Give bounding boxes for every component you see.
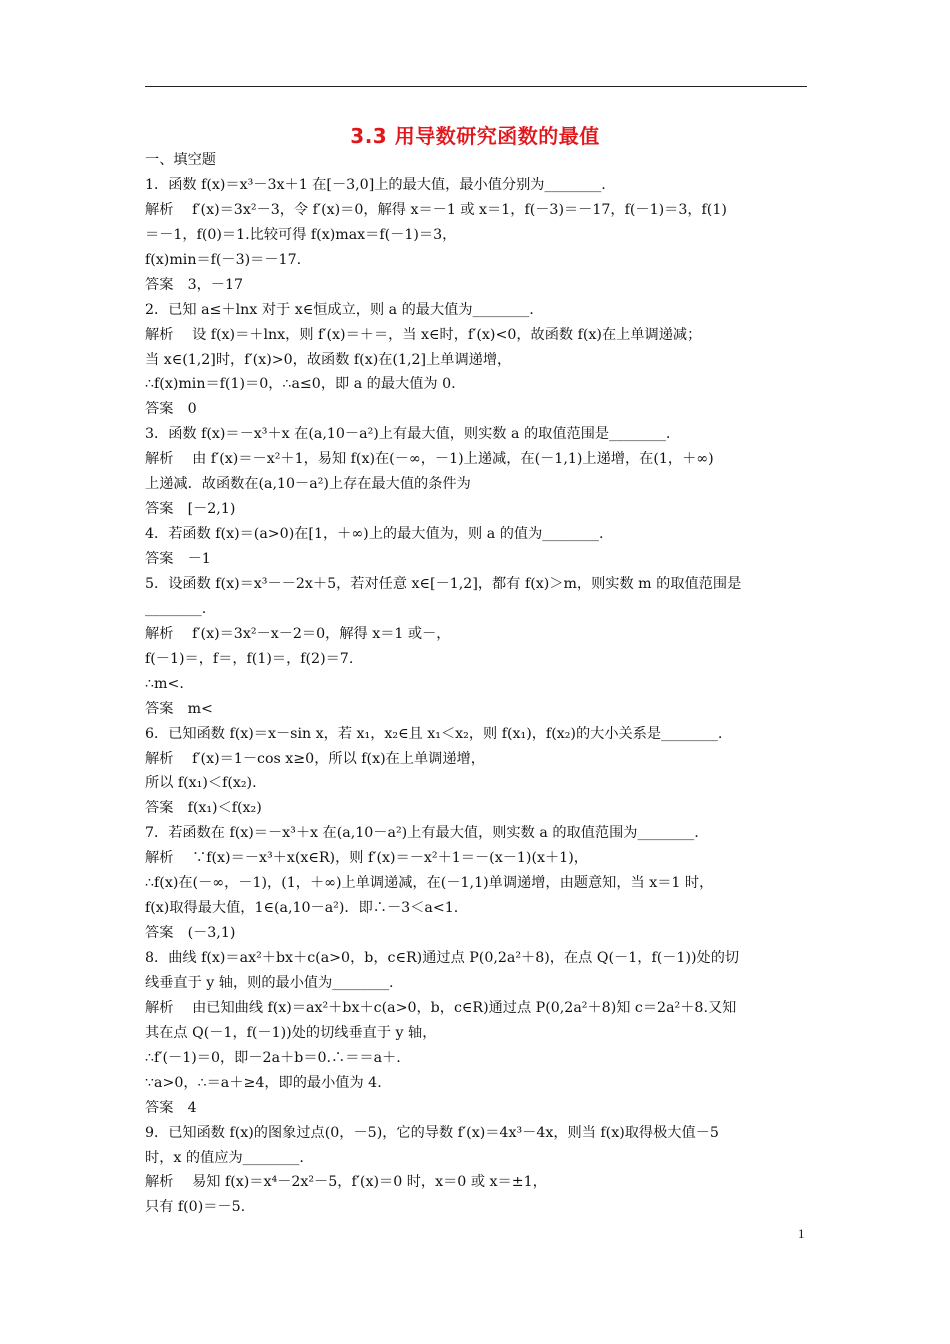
- text-line: 答案 (－3,1): [145, 925, 236, 942]
- text-line: 7．若函数在 f(x)＝－x³＋x 在(a,10－a²)上有最大值，则实数 a 的取值范围为________.: [145, 825, 699, 842]
- text-line: f(x)min＝f(－3)＝－17.: [145, 251, 302, 268]
- text-line: 答案 m<: [145, 700, 213, 717]
- text-line: 2．已知 a≤＋lnx 对于 x∈恒成立，则 a 的最大值为________.: [145, 301, 534, 318]
- text-line: ∴m<.: [145, 675, 184, 692]
- text-line: 答案 f(x₁)＜f(x₂): [145, 800, 262, 817]
- text-line: 解析 易知 f(x)＝x⁴－2x²－5，f′(x)＝0 时，x＝0 或 x＝±1，: [145, 1174, 547, 1191]
- text-line: ∴f′(－1)＝0，即－2a＋b＝0.∴＝＝a＋.: [145, 1049, 401, 1066]
- header-rule: [145, 86, 807, 87]
- text-line: 一、填空题: [145, 152, 216, 168]
- page-title: 3.3 用导数研究函数的最值: [350, 124, 600, 148]
- text-line: f(x)取得最大值，1∈(a,10－a²)．即∴－3＜a<1.: [145, 900, 459, 917]
- text-line: 3．函数 f(x)＝－x³＋x 在(a,10－a²)上有最大值，则实数 a 的取值范围是________.: [145, 426, 671, 443]
- page-number: 1: [798, 1226, 805, 1241]
- text-line: 9．已知函数 f(x)的图象过点(0，－5)，它的导数 f′(x)＝4x³－4x，则当 f(x)取得极大值－5: [145, 1124, 719, 1141]
- text-line: 6．已知函数 f(x)＝x－sin x，若 x₁，x₂∈且 x₁＜x₂，则 f(x₁)，f(x₂)的大小关系是________.: [145, 725, 723, 742]
- text-line: 时，x 的值应为________.: [145, 1149, 304, 1166]
- text-line: 8．曲线 f(x)＝ax²＋bx＋c(a>0，b，c∈R)通过点 P(0,2a²＋8)，在点 Q(－1，f(－1))处的切: [145, 950, 740, 966]
- text-line: 当 x∈(1,2]时，f′(x)>0，故函数 f(x)在(1,2]上单调递增，: [145, 351, 512, 368]
- text-line: 线垂直于 y 轴，则的最小值为________.: [145, 974, 394, 991]
- text-line: 解析 f′(x)＝3x²－x－2＝0，解得 x＝1 或－，: [145, 625, 451, 642]
- text-line: 解析 f′(x)＝1－cos x≥0，所以 f(x)在上单调递增，: [145, 750, 485, 767]
- text-line: f(－1)＝，f＝，f(1)＝，f(2)＝7.: [145, 650, 354, 667]
- text-line: ∴f(x)min＝f(1)＝0，∴a≤0，即 a 的最大值为 0.: [145, 376, 456, 393]
- text-line: ∵a>0，∴＝a＋≥4，即的最小值为 4.: [145, 1074, 382, 1091]
- text-line: 解析 ∵f(x)＝－x³＋x(x∈R)，则 f′(x)＝－x²＋1＝－(x－1)(x＋1)，: [145, 850, 588, 867]
- text-line: 1．函数 f(x)＝x³－3x＋1 在[－3,0]上的最大值，最小值分别为________.: [145, 176, 606, 193]
- text-line: 解析 f′(x)＝3x²－3，令 f′(x)＝0，解得 x＝－1 或 x＝1，f(－3)＝－17，f(－1)＝3，f(1): [145, 201, 727, 218]
- text-line: ∴f(x)在(－∞，－1)，(1，＋∞)上单调递减，在(－1,1)单调递增，由题意知，当 x＝1 时，: [145, 875, 714, 892]
- text-line: 答案 －1: [145, 551, 211, 567]
- document-body: [145, 148, 810, 1220]
- text-line: ________.: [145, 600, 207, 617]
- text-line: 只有 f(0)＝－5.: [145, 1199, 246, 1216]
- text-line: 解析 由已知曲线 f(x)＝ax²＋bx＋c(a>0，b，c∈R)通过点 P(0,2a²＋8)知 c＝2a²＋8.又知: [145, 999, 737, 1016]
- text-line: ＝－1，f(0)＝1.比较可得 f(x)max＝f(－1)＝3，: [145, 226, 457, 243]
- text-line: 其在点 Q(－1，f(－1))处的切线垂直于 y 轴，: [145, 1024, 437, 1041]
- text-line: 答案 0: [145, 401, 197, 418]
- text-line: 解析 设 f(x)＝＋lnx，则 f′(x)＝＋＝，当 x∈时，f′(x)<0，故函数 f(x)在上单调递减；: [145, 326, 702, 343]
- text-line: 5．设函数 f(x)＝x³－－2x＋5，若对任意 x∈[－1,2]，都有 f(x)＞m，则实数 m 的取值范围是: [145, 575, 742, 592]
- text-line: 所以 f(x₁)＜f(x₂).: [145, 775, 257, 792]
- text-line: 解析 由 f′(x)＝－x²＋1，易知 f(x)在(－∞，－1)上递减，在(－1,1)上递增，在(1，＋∞): [145, 451, 714, 468]
- text-line: 答案 [－2,1): [145, 501, 236, 518]
- text-line: 答案 3，－17: [145, 276, 244, 293]
- text-line: 4．若函数 f(x)＝(a>0)在[1，＋∞)上的最大值为，则 a 的值为________.: [145, 526, 604, 543]
- text-line: 答案 4: [145, 1099, 197, 1116]
- text-line: 上递减．故函数在(a,10－a²)上存在最大值的条件为: [145, 476, 471, 493]
